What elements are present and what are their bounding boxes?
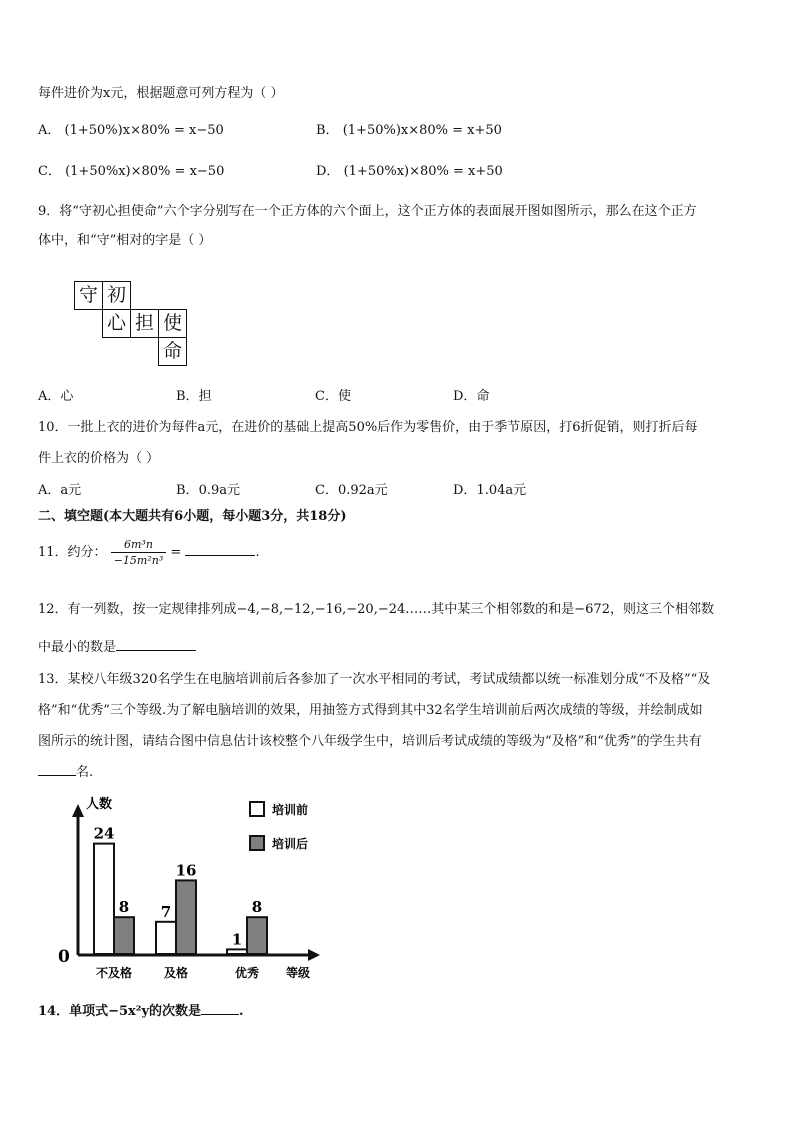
q13-line2: 格”和“优秀”三个等级.为了解电脑培训的效果，用抽签方式得到其中32名学生培训前后两次成绩的等级，并绘制成如 — [38, 703, 703, 718]
option-text: 1.04a元 — [476, 483, 527, 498]
bar-after — [114, 917, 134, 954]
bar-before — [156, 922, 176, 954]
net-cell-chu: 初 — [102, 281, 131, 310]
legend-label: 培训前 — [272, 803, 309, 817]
q9-line2: 体中，和“守”相对的字是（ ） — [38, 233, 212, 248]
q10-line1: 10．一批上衣的进价为每件a元，在进价的基础上提高50%后作为零售价，由于季节原因，打6折促销，则打折后每 — [38, 420, 698, 435]
q11-prefix: 11．约分： — [38, 545, 107, 560]
x-axis-label: 等级 — [286, 966, 311, 980]
section-title: 二、填空题(本大题共有6小题，每小题3分，共18分) — [38, 509, 347, 524]
option-text: 使 — [337, 389, 351, 404]
option-letter: A． — [38, 389, 61, 404]
answer-blank[interactable] — [185, 543, 255, 556]
option-letter: C． — [38, 164, 61, 179]
x-tick-label: 及格 — [163, 966, 189, 980]
bar-value-label: 1 — [231, 930, 243, 949]
option-letter: D． — [453, 389, 477, 404]
legend-swatch — [250, 836, 264, 850]
option-text: 担 — [198, 389, 212, 404]
option-text: 0.9a元 — [198, 483, 240, 498]
legend-swatch — [250, 802, 264, 816]
y-axis-arrow — [72, 804, 84, 817]
option-formula: (1+50%)x×80% = x+50 — [342, 123, 502, 138]
bar-before — [94, 844, 114, 954]
option-letter: C． — [315, 389, 338, 404]
legend-label: 培训后 — [272, 837, 309, 851]
q9-option-c[interactable] — [315, 385, 351, 404]
option-text: 命 — [476, 389, 490, 404]
net-cell-dan: 担 — [130, 309, 159, 338]
option-letter: C． — [315, 483, 338, 498]
net-cell-xin: 心 — [102, 309, 131, 338]
bar-value-label: 24 — [93, 824, 115, 843]
answer-blank[interactable] — [38, 763, 76, 776]
q8-option-d[interactable] — [316, 160, 503, 179]
q13-line3: 图所示的统计图，请结合图中信息估计该校整个八年级学生中，培训后考试成绩的等级为“及格”和“优秀”的学生共有 — [38, 734, 702, 749]
q10-option-d[interactable] — [453, 479, 526, 498]
q14-prefix: 14．单项式−5x²y的次数是 — [38, 1004, 202, 1019]
bar-value-label: 8 — [118, 898, 130, 917]
answer-blank[interactable] — [116, 638, 196, 651]
equals-sign: = — [170, 545, 182, 560]
q9-option-b[interactable] — [176, 385, 212, 404]
option-letter: A． — [38, 123, 61, 138]
q10-option-a[interactable] — [38, 479, 81, 498]
net-cell-shi: 使 — [158, 309, 187, 338]
q8-option-a[interactable] — [38, 119, 224, 138]
q8-option-c[interactable] — [38, 160, 224, 179]
fraction — [111, 538, 167, 567]
origin-label: 0 — [58, 947, 70, 967]
option-formula: (1+50%)x×80% = x−50 — [64, 123, 224, 138]
option-letter: B． — [316, 123, 339, 138]
bar-value-label: 8 — [251, 898, 263, 917]
bar-before — [227, 949, 247, 954]
q8-option-b[interactable] — [316, 119, 502, 138]
answer-blank[interactable] — [201, 1002, 239, 1015]
option-letter: D． — [453, 483, 477, 498]
option-formula: (1+50%x)×80% = x−50 — [65, 164, 225, 179]
x-tick-label: 优秀 — [234, 966, 260, 980]
q12-line2 — [38, 636, 196, 655]
q13-line4-suffix: 名. — [76, 765, 94, 780]
q12-line1: 12．有一列数，按一定规律排列成−4,−8,−12,−16,−20,−24……其中某三个相邻数的和是−672，则这三个相邻数 — [38, 602, 714, 617]
q10-option-b[interactable] — [176, 479, 240, 498]
x-axis-arrow — [308, 949, 320, 961]
q10-option-c[interactable] — [315, 479, 388, 498]
option-formula: (1+50%x)×80% = x+50 — [343, 164, 503, 179]
bar-value-label: 7 — [160, 902, 172, 921]
net-cell-ming: 命 — [158, 337, 187, 366]
q12-line2-text: 中最小的数是 — [38, 640, 117, 655]
option-text: 心 — [60, 389, 74, 404]
option-letter: B． — [176, 389, 199, 404]
q9-line1: 9．将“守初心担使命”六个字分别写在一个正方体的六个面上，这个正方体的表面展开图如图所示，那么在这个正方 — [38, 204, 697, 219]
bar-value-label: 16 — [175, 861, 197, 880]
option-letter: D． — [316, 164, 340, 179]
q9-option-a[interactable] — [38, 385, 73, 404]
bar-after — [247, 917, 267, 954]
q11-suffix: . — [255, 545, 260, 560]
option-text: a元 — [60, 483, 82, 498]
x-tick-label: 不及格 — [95, 966, 133, 980]
bar-chart — [50, 790, 340, 985]
option-letter: A． — [38, 483, 61, 498]
q11 — [38, 538, 260, 567]
q8-stem: 每件进价为x元，根据题意可列方程为（ ） — [38, 86, 284, 101]
net-cell-shou: 守 — [74, 281, 103, 310]
q14-suffix: . — [239, 1004, 244, 1019]
y-axis-label: 人数 — [86, 797, 113, 812]
option-text: 0.92a元 — [337, 483, 388, 498]
bar-after — [176, 880, 196, 954]
q9-option-d[interactable] — [453, 385, 489, 404]
fraction-numerator: 6m³n — [111, 538, 167, 553]
option-letter: B． — [176, 483, 199, 498]
q14 — [38, 1000, 244, 1019]
q13-line4 — [38, 761, 93, 780]
q13-line1: 13．某校八年级320名学生在电脑培训前后各参加了一次水平相同的考试，考试成绩都以统一标准划分成“不及格”“及 — [38, 672, 711, 687]
q10-line2: 件上衣的价格为（ ） — [38, 451, 160, 466]
fraction-denominator: −15m²n³ — [113, 554, 164, 567]
